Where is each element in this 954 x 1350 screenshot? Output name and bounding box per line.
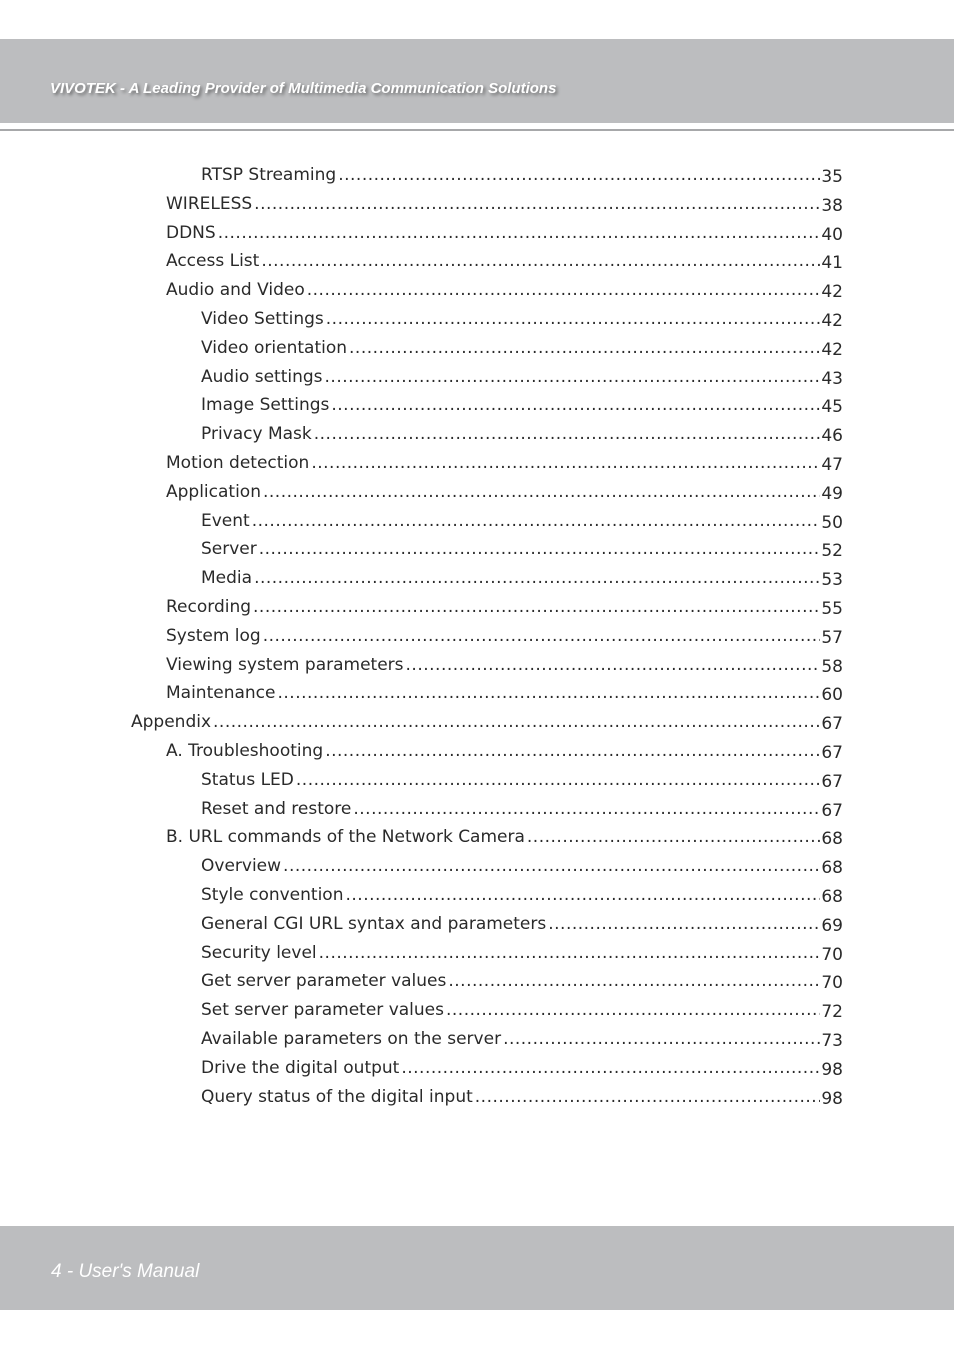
toc-entry[interactable] — [0, 624, 954, 653]
toc-entry-title: Style convention — [201, 884, 344, 905]
toc-entry-title: Image Settings — [201, 395, 330, 416]
toc-entry-page: 53 — [821, 570, 843, 591]
toc-entry-page: 45 — [821, 397, 843, 418]
toc-entry-page: 46 — [821, 426, 843, 447]
toc-entry[interactable] — [0, 422, 954, 451]
toc-entry[interactable] — [0, 192, 954, 221]
toc-entry-title: Set server parameter values — [201, 1000, 444, 1021]
toc-entry-page: 67 — [821, 771, 843, 792]
toc-dot-leader — [325, 741, 820, 761]
toc-dot-leader — [296, 770, 820, 790]
toc-entry-page: 98 — [821, 1059, 843, 1080]
toc-entry[interactable] — [0, 969, 954, 998]
toc-entry[interactable] — [0, 797, 954, 826]
toc-entry[interactable] — [0, 480, 954, 509]
toc-entry-title: General CGI URL syntax and parameters — [201, 913, 547, 934]
toc-dot-leader — [252, 511, 821, 531]
toc-entry-page: 68 — [821, 829, 843, 850]
toc-entry[interactable] — [0, 912, 954, 941]
toc-entry-title: Query status of the digital input — [201, 1086, 473, 1107]
toc-entry-title: Event — [201, 510, 250, 531]
toc-entry-page: 98 — [821, 1088, 843, 1109]
toc-dot-leader — [353, 799, 820, 819]
toc-entry[interactable] — [0, 163, 954, 192]
toc-entry-page: 57 — [821, 627, 843, 648]
toc-entry-title: WIRELESS — [166, 193, 253, 214]
toc-entry-title: Drive the digital output — [201, 1057, 400, 1078]
toc-entry-page: 43 — [821, 368, 843, 389]
toc-entry[interactable] — [0, 998, 954, 1027]
toc-entry-page: 42 — [821, 339, 843, 360]
toc-dot-leader — [254, 194, 820, 214]
toc-entry[interactable] — [0, 681, 954, 710]
toc-entry-page: 42 — [821, 310, 843, 331]
toc-entry-page: 42 — [821, 282, 843, 303]
toc-entry-page: 40 — [821, 224, 843, 245]
toc-dot-leader — [548, 914, 820, 934]
toc-dot-leader — [448, 971, 820, 991]
toc-entry-page: 73 — [821, 1030, 843, 1051]
toc-entry-title: Video Settings — [201, 308, 324, 329]
toc-entry-page: 38 — [821, 195, 843, 216]
toc-dot-leader — [319, 943, 821, 963]
toc-entry-page: 69 — [821, 915, 843, 936]
toc-entry-page: 35 — [821, 167, 843, 187]
toc-entry-page: 41 — [821, 253, 843, 274]
toc-entry[interactable] — [0, 221, 954, 250]
toc-entry[interactable] — [0, 854, 954, 883]
toc-entry[interactable] — [0, 739, 954, 768]
toc-entry[interactable] — [0, 307, 954, 336]
toc-entry-title: Recording — [166, 596, 252, 617]
toc-entry-title: Maintenance — [166, 683, 276, 704]
toc-entry-page: 67 — [821, 800, 843, 821]
toc-entry[interactable] — [0, 825, 954, 854]
toc-entry-page: 47 — [821, 454, 843, 475]
toc-dot-leader — [406, 655, 821, 675]
toc-entry[interactable] — [0, 365, 954, 394]
toc-entry-title: Access List — [166, 251, 260, 272]
toc-dot-leader — [401, 1058, 820, 1078]
toc-dot-leader — [331, 395, 820, 415]
toc-entry-page: 50 — [821, 512, 843, 533]
toc-entry[interactable] — [0, 336, 954, 365]
toc-entry-title: Media — [201, 568, 253, 589]
toc-entry[interactable] — [0, 278, 954, 307]
toc-entry[interactable] — [0, 595, 954, 624]
toc-dot-leader — [213, 712, 820, 732]
toc-entry-title: Audio settings — [201, 366, 323, 387]
toc-dot-leader — [263, 482, 820, 502]
toc-entry-title: Privacy Mask — [201, 424, 312, 445]
toc-entry-title: Overview — [201, 856, 282, 877]
toc-entry-page: 49 — [821, 483, 843, 504]
toc-dot-leader — [259, 539, 821, 559]
toc-entry[interactable] — [0, 768, 954, 797]
toc-entry[interactable] — [0, 393, 954, 422]
toc-entry-title: Get server parameter values — [201, 971, 447, 992]
footer-page-label: 4 - User's Manual — [51, 1261, 200, 1282]
toc-entry-title: Server — [201, 539, 257, 560]
toc-dot-leader — [283, 856, 820, 876]
toc-entry-title: Application — [166, 481, 261, 502]
toc-entry-title: RTSP Streaming — [201, 165, 337, 185]
toc-entry[interactable] — [0, 710, 954, 739]
toc-dot-leader — [345, 885, 820, 905]
toc-dot-leader — [314, 424, 821, 444]
toc-entry-page: 68 — [821, 858, 843, 879]
toc-entry-page: 67 — [821, 714, 843, 735]
toc-entry-title: Video orientation — [201, 337, 348, 358]
toc-entry-page: 55 — [821, 598, 843, 619]
toc-dot-leader — [218, 223, 821, 243]
toc-dot-leader — [261, 251, 820, 271]
toc-entry[interactable] — [0, 1056, 954, 1085]
toc-dot-leader — [475, 1087, 821, 1107]
toc-entry[interactable] — [0, 537, 954, 566]
toc-entry[interactable] — [0, 566, 954, 595]
toc-entry-page: 58 — [821, 656, 843, 677]
toc-dot-leader — [503, 1029, 820, 1049]
toc-entry-page: 60 — [821, 685, 843, 706]
toc-entry-title: Audio and Video — [166, 280, 305, 301]
toc-entry[interactable] — [0, 249, 954, 278]
toc-dot-leader — [307, 280, 821, 300]
toc-entry[interactable] — [0, 1027, 954, 1056]
toc-dot-leader — [349, 338, 820, 358]
toc-entry[interactable] — [0, 653, 954, 682]
toc-entry-title: System log — [166, 625, 261, 646]
header-divider — [0, 129, 954, 131]
toc-entry-title: Available parameters on the server — [201, 1028, 502, 1049]
toc-dot-leader — [527, 827, 820, 847]
toc-entry[interactable] — [0, 1085, 954, 1114]
toc-entry-page: 70 — [821, 944, 843, 965]
toc-entry-page: 68 — [821, 886, 843, 907]
toc-entry-title: Appendix — [131, 712, 212, 733]
header-title: VIVOTEK - A Leading Provider of Multimedia Communication Solutions — [50, 80, 557, 97]
toc-entry-title: B. URL commands of the Network Camera — [166, 827, 525, 848]
toc-dot-leader — [325, 367, 821, 387]
toc-dot-leader — [263, 626, 821, 646]
toc-dot-leader — [253, 597, 820, 617]
toc-dot-leader — [254, 568, 820, 588]
toc-entry-title: DDNS — [166, 222, 216, 243]
toc-entry[interactable] — [0, 509, 954, 538]
toc-entry-page: 72 — [821, 1002, 843, 1023]
toc-dot-leader — [277, 683, 820, 703]
toc-dot-leader — [446, 1000, 820, 1020]
toc-entry[interactable] — [0, 883, 954, 912]
toc-entry-page: 70 — [821, 973, 843, 994]
toc-entry-page: 67 — [821, 742, 843, 763]
toc-entry[interactable] — [0, 941, 954, 970]
toc-dot-leader — [311, 453, 820, 473]
toc-entry-title: A. Troubleshooting — [166, 740, 324, 761]
table-of-contents — [0, 163, 954, 1113]
toc-entry-title: Status LED — [201, 769, 294, 790]
toc-entry-title: Security level — [201, 942, 317, 963]
toc-dot-leader — [326, 309, 821, 329]
toc-entry-title: Reset and restore — [201, 798, 352, 819]
toc-entry[interactable] — [0, 451, 954, 480]
toc-entry-title: Motion detection — [166, 452, 310, 473]
toc-dot-leader — [338, 165, 820, 185]
toc-entry-title: Viewing system parameters — [166, 654, 404, 675]
toc-entry-page: 52 — [821, 541, 843, 562]
